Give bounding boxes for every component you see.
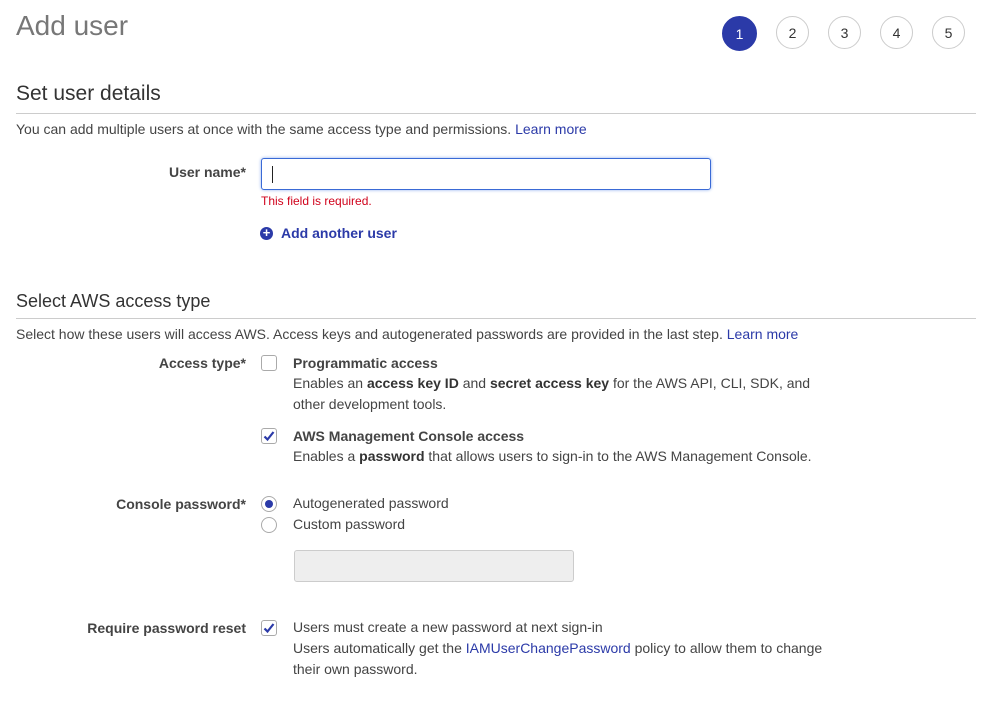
programmatic-desc-bold-2: secret access key — [489, 375, 610, 391]
require-password-reset-checkbox[interactable] — [261, 620, 277, 636]
console-access-checkbox[interactable] — [261, 428, 277, 444]
radio-selected-dot — [265, 500, 273, 508]
text-caret — [272, 166, 273, 183]
password-reset-text-1: Users must create a new password at next sign-in — [293, 619, 603, 635]
section-description-user-details — [16, 121, 587, 137]
step-1[interactable]: 1 — [722, 16, 757, 51]
section-title-user-details: Set user details — [16, 82, 161, 105]
custom-password-radio[interactable] — [261, 517, 277, 533]
access-type-description-text: Select how these users will access AWS. Access keys and autogenerated passwords are provided in the last step. — [16, 326, 723, 342]
section-divider — [16, 318, 976, 319]
autogenerated-password-radio[interactable] — [261, 496, 277, 512]
learn-more-link-access-type[interactable]: Learn more — [726, 326, 799, 342]
checkmark-icon — [263, 622, 275, 634]
console-access-title: AWS Management Console access — [293, 428, 525, 444]
step-3[interactable]: 3 — [828, 16, 861, 49]
programmatic-desc-2: and — [458, 375, 490, 391]
console-access-description — [293, 446, 893, 467]
checkmark-icon — [263, 430, 275, 442]
autogenerated-password-label: Autogenerated password — [293, 495, 449, 511]
iam-user-change-password-link[interactable]: IAMUserChangePassword — [465, 640, 631, 656]
programmatic-access-checkbox[interactable] — [261, 355, 277, 371]
section-title-access-type: Select AWS access type — [16, 291, 211, 311]
programmatic-desc-3: for the AWS API, CLI, SDK, and other development tools. — [293, 375, 811, 412]
section-divider — [16, 113, 976, 114]
programmatic-desc-1: Enables an — [293, 375, 367, 391]
plus-circle-icon: + — [260, 227, 273, 240]
step-5[interactable]: 5 — [932, 16, 965, 49]
custom-password-label: Custom password — [293, 516, 406, 532]
learn-more-link-user-details[interactable]: Learn more — [515, 121, 587, 137]
password-reset-text-2 — [293, 638, 833, 680]
access-type-label: Access type* — [158, 355, 246, 371]
user-name-error: This field is required. — [261, 194, 372, 208]
programmatic-desc-bold-1: access key ID — [366, 375, 459, 391]
wizard-steps — [722, 16, 984, 51]
section-description-access-type — [16, 326, 798, 342]
step-4[interactable]: 4 — [880, 16, 913, 49]
console-password-label: Console password* — [116, 496, 246, 512]
programmatic-access-description — [293, 373, 833, 415]
add-another-user-button[interactable] — [260, 225, 397, 241]
user-name-label: User name* — [168, 164, 246, 180]
user-name-input[interactable] — [261, 158, 711, 190]
console-desc-1: Enables a — [293, 448, 360, 464]
password-reset-text-2b: policy to allow them to change their own password. — [293, 640, 823, 677]
require-password-reset-label: Require password reset — [87, 620, 246, 636]
custom-password-input — [294, 550, 574, 582]
page-title: Add user — [16, 10, 129, 41]
step-2[interactable]: 2 — [776, 16, 809, 49]
console-desc-bold: password — [359, 448, 425, 464]
console-desc-2: that allows users to sign-in to the AWS Management Console. — [424, 448, 812, 464]
programmatic-access-title: Programmatic access — [293, 355, 438, 371]
user-details-description-text: You can add multiple users at once with the same access type and permissions. — [16, 121, 512, 137]
add-another-user-label: Add another user — [281, 225, 397, 241]
password-reset-text-2a: Users automatically get the — [293, 640, 466, 656]
